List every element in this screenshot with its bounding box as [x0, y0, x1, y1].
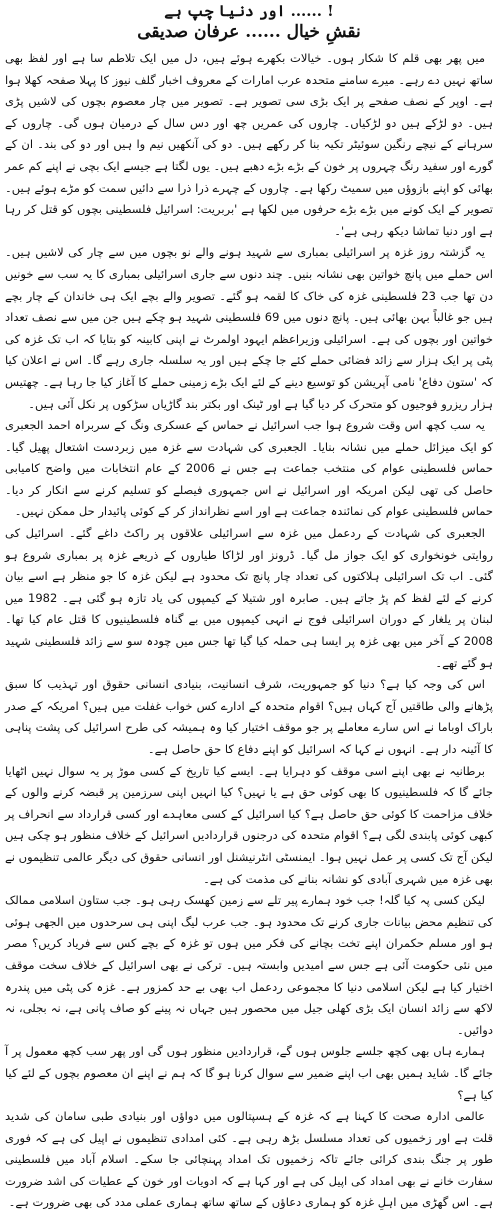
paragraph: یہ سب کچھ اس وقت شروع ہوا جب اسرائیل نے حماس کے عسکری ونگ کے سربراہ احمد الجعبری کو ایک میزائل حملے میں نشانہ بنایا۔ الجعبری کی شہادت سے غزہ میں زبردست اشتعال پھیل گیا۔ حماس فلسطینی عوام کی منتخب جماعت ہے جس نے 2006 کے عام انتخابات میں واضح کامیابی حاصل کی تھی لیکن امریکہ اور اسرائیل نے اس جمہوری فیصلے کو تسلیم کرنے سے انکار کر دیا۔ حماس فلسطینی عوام کی نمائندہ جماعت ہے اور اسے نظرانداز کر کے کوئی پائیدار حل ممکن نہیں۔	[5, 418, 493, 519]
paragraph: یہ گزشتہ روز غزہ پر اسرائیلی بمباری سے شہید ہونے والے نو بچوں میں سے چار کی لاشیں ہیں۔ اس حملے میں پانچ خواتین بھی نشانہ بنیں۔ چند دنوں سے جاری اسرائیلی بمباری کا یہ سب سے خونیں دن تھا جب 23 فلسطینی غزہ کی خاک کا لقمہ ہو گئے۔ تصویر والے بچے ایک ہی خاندان کے چار بچے ہیں جو غالباً بہن بھائی ہیں۔ پانچ دنوں میں 69 فلسطینی شہید ہو چکے ہیں جن میں سے نصف تعداد خواتین اور بچوں کی ہے۔ اسرائیلی وزیراعظم ایہود اولمرٹ نے اپنی کابینہ کو بتایا کہ اب تک غزہ کی پٹی پر ایک ہزار سے زائد فضائی حملے کئے جا چکے ہیں اور یہ سلسلہ جاری رہے گا۔ اس نے اعلان کیا کہ 'ستون دفاع' نامی آپریشن کو توسیع دینے کے لئے ایک بڑے زمینی حملے کا آغاز کیا جا رہا ہے۔ چھتیس ہزار ریزرو فوجیوں کو متحرک کر دیا گیا ہے اور ٹینک اور بکتر بند گاڑیاں سڑکوں پر نکل آئی ہیں۔	[5, 245, 493, 411]
paragraph: میں پھر بھی قلم کا شکار ہوں۔ خیالات بکھرے ہوئے ہیں، دل میں ایک تلاطم سا ہے اور لفظ بھی ساتھ نہیں دے رہے۔ میرے سامنے متحدہ عرب امارات کے معروف اخبار گلف نیوز کا پہلا صفحہ کھلا ہوا ہے۔ اوپر کے نصف صفحے پر ایک بڑی سی تصویر ہے۔ تصویر میں چار معصوم بچوں کی لاشیں پڑی ہیں۔ دو لڑکے ہیں دو لڑکیاں۔ چاروں کی عمریں چھ اور دس سال کے درمیان ہوں گی۔ چاروں کے سرہانے کے نیچے رنگین سوئیٹر تکیہ بنا کر رکھے ہیں۔ دو کی آنکھیں نیم وا ہیں اور دو کی بند۔ ان کے گورے اور سفید رنگ چہروں پر خون کے بڑے بڑے دھبے ہیں۔ یوں لگتا ہے جیسے ایک بچی نے اپنے کم عمر بھائی کو اپنے بازوؤں میں سمیٹ رکھا ہے۔ چاروں کے چہرے ذرا ذرا سے دائیں سمت کو مڑے ہوئے ہیں۔ تصویر کے ایک کونے میں بڑے بڑے حرفوں میں لکھا ہے 'بربریت: اسرائیل فلسطینی بچوں کو قتل کر رہا ہے اور دنیا تماشا دیکھ رہی ہے'۔	[5, 51, 493, 238]
paragraph: عالمی ادارہ صحت کا کہنا ہے کہ غزہ کے ہسپتالوں میں دواؤں اور بنیادی طبی سامان کی شدید قلت ہے اور زخمیوں کی تعداد مسلسل بڑھ رہی ہے۔ کئی امدادی تنظیموں نے اپیل کی ہے کہ فوری طور پر جنگ بندی کرائی جائے تاکہ زخمیوں تک امداد پہنچائی جا سکے۔ اسلام آباد میں فلسطینی سفارت خانے نے بھی امداد کی اپیل کی ہے اور کہا ہے کہ ادویات اور خون کے عطیات کی اشد ضرورت ہے۔ اس گھڑی میں اہلِ غزہ کو ہماری دعاؤں کے ساتھ ساتھ ہماری عملی مدد کی بھی ضرورت ہے۔	[5, 1109, 493, 1210]
article-body	[5, 48, 493, 1210]
paragraph: ہمارے ہاں بھی کچھ جلسے جلوس ہوں گے، قراردادیں منظور ہوں گی اور پھر سب کچھ معمول پر آ جائے گا۔ شاید ہمیں بھی اب اپنے ضمیر سے سوال کرنا ہو گا کہ ہم نے اپنے ان معصوم بچوں کے لئے کیا کیا ہے؟	[5, 1044, 493, 1102]
paragraph: لیکن کسی پہ کیا گلہ! جب خود ہمارے پیر تلے سے زمین کھسک رہی ہو۔ جب ستاون اسلامی ممالک کی تنظیم محض بیانات جاری کرنے تک محدود ہو۔ جب عرب لیگ اپنی ہی سرحدوں میں الجھی ہوئی ہو اور مسلم حکمران اپنے تخت بچانے کی فکر میں ہوں تو غزہ کے بچے کس سے فریاد کریں؟ مصر میں نئی حکومت آئی ہے جس سے امیدیں وابستہ ہیں۔ ترکی نے بھی اسرائیل کے خلاف سخت موقف اختیار کیا ہے لیکن اسلامی دنیا کا مجموعی ردعمل اب بھی بے حد کمزور ہے۔ غزہ کی پٹی میں پندرہ لاکھ سے زائد انسان ایک بڑی کھلی جیل میں محصور ہیں جہاں نہ پینے کو صاف پانی ہے، نہ بجلی، نہ دوائیں۔	[5, 893, 493, 1037]
paragraph: برطانیہ نے بھی اپنے اسی موقف کو دہرایا ہے۔ ایسے کیا تاریخ کے کسی موڑ پر یہ سوال نہیں اٹھایا جائے گا کہ فلسطینیوں کا بھی کوئی حق ہے یا نہیں؟ کیا انہیں اپنی سرزمین پر قبضہ کرنے والوں کے خلاف مزاحمت کا کوئی حق حاصل ہے؟ کیا اسرائیل کے کسی معاہدے اور کسی قرارداد سے انحراف پر کبھی کوئی پابندی لگی ہے؟ اقوام متحدہ کی درجنوں قراردادیں اسرائیل کے خلاف منظور ہو چکی ہیں لیکن آج تک کسی پر عمل نہیں ہوا۔ ایمنسٹی انٹرنیشنل اور انسانی حقوق کی دیگر عالمی تنظیموں نے بھی غزہ میں شہری آبادی کو نشانہ بنانے کی مذمت کی ہے۔	[5, 763, 493, 886]
byline: نقشِ خیال ...... عرفان صدیقی	[137, 22, 361, 42]
paragraph: الجعبری کی شہادت کے ردعمل میں غزہ سے اسرائیلی علاقوں پر راکٹ داغے گئے۔ اسرائیل کی روایتی خونخواری کو ایک جواز مل گیا۔ ڈرونز اور لڑاکا طیاروں کے ذریعے غزہ پر بمباری شروع ہو گئی۔ اب تک اسرائیلی ہلاکتوں کی تعداد چار پانچ تک محدود ہے لیکن غزہ کا جو منظر ہے اسے بیان کرنے کے لئے لفظ کم پڑ جاتے ہیں۔ صابرہ اور شتیلا کے کیمپوں کی یاد تازہ ہو گئی ہے۔ 1982 میں لبنان پر یلغار کے دوران اسرائیلی فوج نے انہی کیمپوں میں بے گناہ فلسطینیوں کا قتل عام کیا تھا۔ 2008 کے آخر میں بھی غزہ پر ایسا ہی حملہ کیا گیا تھا جس میں چودہ سو سے زائد فلسطینی شہید ہو گئے تھے۔	[5, 526, 493, 670]
headline: اور دنیا چپ ہے ...... !	[164, 2, 334, 20]
paragraph: اس کی وجہ کیا ہے؟ دنیا کو جمہوریت، شرف انسانیت، بنیادی انسانی حقوق اور تہذیب کا سبق پڑھانے والی طاقتیں آج کہاں ہیں؟ اقوام متحدہ کے ادارے کس خواب غفلت میں ہیں؟ امریکہ کے صدر باراک اوباما نے اس سارے معاملے پر جو موقف اختیار کیا وہ ہمیشہ کی طرح اسرائیل کی پشت پناہی کا آئینہ دار ہے۔ انہوں نے کہا کہ اسرائیل کو اپنے دفاع کا حق حاصل ہے۔	[5, 677, 493, 756]
